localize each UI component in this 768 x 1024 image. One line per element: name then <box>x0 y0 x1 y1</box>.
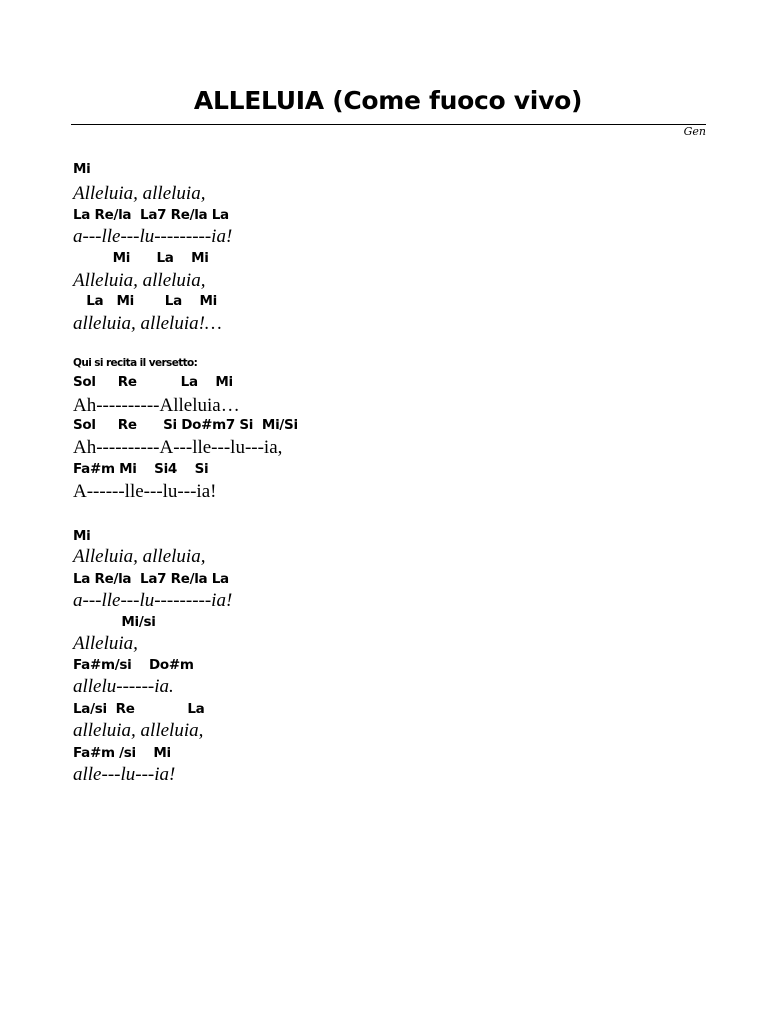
lyric-line: Alleluia, alleluia, <box>73 270 206 291</box>
lyric-line: Ah----------Alleluia… <box>73 395 240 416</box>
lyric-line: a---lle---lu---------ia! <box>73 226 233 247</box>
title-divider <box>71 124 706 125</box>
lyric-line: alle---lu---ia! <box>73 764 176 785</box>
chord-line: Sol Re Si Do#m7 Si Mi/Si <box>73 417 298 433</box>
instruction-note: Qui si recita il versetto: <box>73 357 198 369</box>
chord-line: La Re/la La7 Re/la La <box>73 207 229 223</box>
lyric-line: alleluia, alleluia, <box>73 720 204 741</box>
lyric-line: allelu------ia. <box>73 676 174 697</box>
chord-line: Fa#m/si Do#m <box>73 657 194 673</box>
chord-line: Mi <box>73 161 91 177</box>
lyric-line: Alleluia, <box>73 633 138 654</box>
chord-line: Fa#m Mi Si4 Si <box>73 461 209 477</box>
chord-line: La Mi La Mi <box>73 293 217 309</box>
chord-line: Mi La Mi <box>73 250 209 266</box>
song-title: ALLELUIA (Come fuoco vivo) <box>193 86 583 115</box>
chord-line: La Re/la La7 Re/la La <box>73 571 229 587</box>
chord-line: Mi <box>73 528 91 544</box>
chord-line: Sol Re La Mi <box>73 374 233 390</box>
chord-line: La/si Re La <box>73 701 205 717</box>
chord-line: Mi/si <box>73 614 156 630</box>
song-author: Gen <box>683 125 706 138</box>
lyric-line: A------lle---lu---ia! <box>73 481 217 502</box>
lyric-line: Alleluia, alleluia, <box>73 546 206 567</box>
lyric-line: alleluia, alleluia!… <box>73 313 222 334</box>
chord-line: Fa#m /si Mi <box>73 745 171 761</box>
lyric-line: a---lle---lu---------ia! <box>73 590 233 611</box>
lyric-line: Alleluia, alleluia, <box>73 183 206 204</box>
lyric-line: Ah----------A---lle---lu---ia, <box>73 437 283 458</box>
